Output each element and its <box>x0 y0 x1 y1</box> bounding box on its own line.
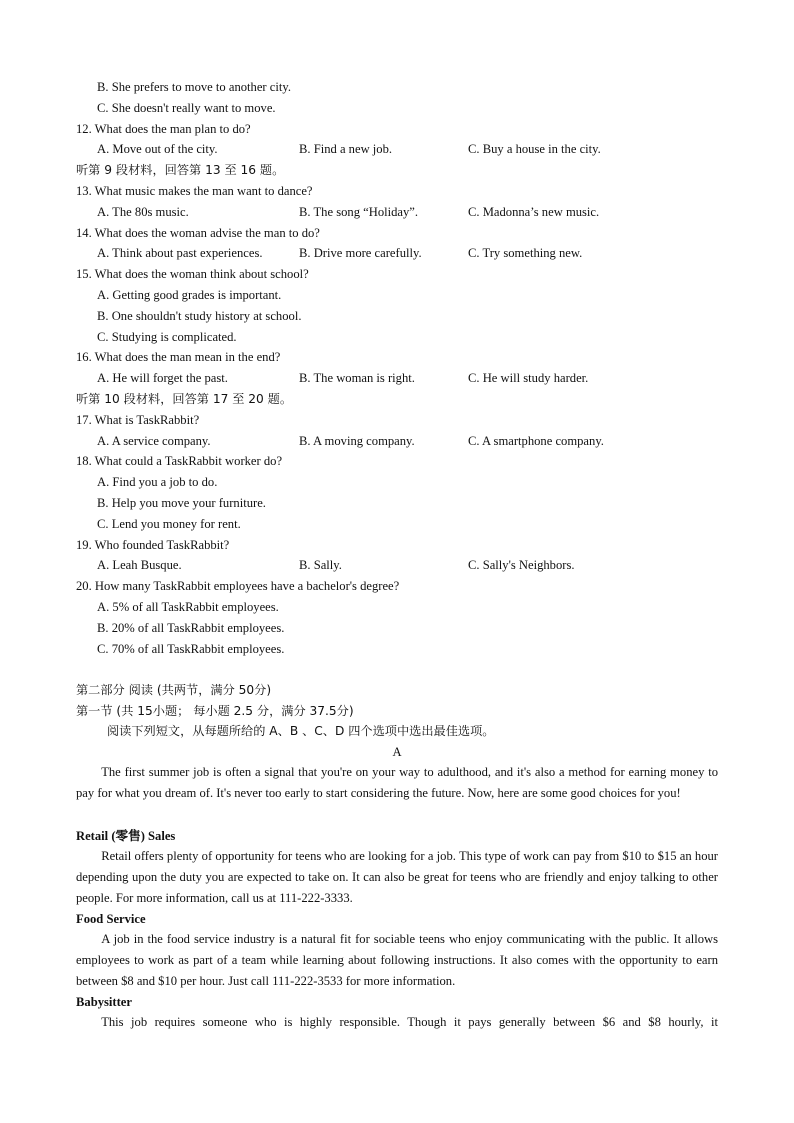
q13-option-a: A. The 80s music. <box>97 205 189 219</box>
q16-option-b: B. The woman is right. <box>299 371 415 385</box>
q13-stem: 13. What music makes the man want to dance? <box>76 184 313 198</box>
job-text-babysitter: This job requires someone who is highly responsible. Though it pays generally between $6 and $8 hourly, it <box>101 1015 718 1029</box>
q11-option-b: B. She prefers to move to another city. <box>97 80 291 94</box>
part-two-title: 第二部分 阅读 (共两节，满分 50分) <box>76 683 272 697</box>
q15-stem: 15. What does the woman think about school? <box>76 267 309 281</box>
q19-option-a: A. Leah Busque. <box>97 558 182 572</box>
q12-option-c: C. Buy a house in the city. <box>468 142 601 156</box>
q14-stem: 14. What does the woman advise the man to do? <box>76 226 320 240</box>
q11-option-c: C. She doesn't really want to move. <box>97 101 276 115</box>
job-title-food-service: Food Service <box>76 912 146 926</box>
job-title-retail: Retail (零售) Sales <box>76 829 176 843</box>
q17-option-c: C. A smartphone company. <box>468 434 604 448</box>
q20-option-a: A. 5% of all TaskRabbit employees. <box>97 600 279 614</box>
q14-option-a: A. Think about past experiences. <box>97 246 263 260</box>
section-one-title: 第一节 (共 15小题； 每小题 2.5 分，满分 37.5分) <box>76 704 354 718</box>
q12-stem: 12. What does the man plan to do? <box>76 122 251 136</box>
q17-option-b: B. A moving company. <box>299 434 415 448</box>
passage-intro: The first summer job is often a signal that you're on your way to adulthood, and it's also a method for earning money to pay for what you dream of. It's never too early to start considering the future. Now, here are some good choices for you! <box>76 765 718 800</box>
q14-option-c: C. Try something new. <box>468 246 583 260</box>
q17-stem: 17. What is TaskRabbit? <box>76 413 200 427</box>
q16-option-a: A. He will forget the past. <box>97 371 228 385</box>
job-text-retail: Retail offers plenty of opportunity for teens who are looking for a job. This type of work can pay from $10 to $15 an hour depending upon the duty you are expected to take on. It can also be great for teens who are friendly and enjoy talking to other people. For more information, call us at 111-222-3333. <box>76 849 718 905</box>
q17-option-a: A. A service company. <box>97 434 211 448</box>
segment-9-instruction: 听第 9 段材料，回答第 13 至 16 题。 <box>76 163 285 177</box>
passage-label: A <box>392 745 402 759</box>
q15-option-b: B. One shouldn't study history at school. <box>97 309 302 323</box>
q15-option-a: A. Getting good grades is important. <box>97 288 282 302</box>
q18-stem: 18. What could a TaskRabbit worker do? <box>76 454 283 468</box>
job-text-food-service: A job in the food service industry is a natural fit for sociable teens who enjoy communicating with the public. It allows employees to work as part of a team while learning about following instructions. It also comes with the opportunity to earn between $8 and $10 per hour. Just call 111-222-3533 for more information. <box>76 932 718 988</box>
q18-option-a: A. Find you a job to do. <box>97 475 218 489</box>
q14-option-b: B. Drive more carefully. <box>299 246 422 260</box>
q18-option-c: C. Lend you money for rent. <box>97 517 241 531</box>
q19-option-b: B. Sally. <box>299 558 342 572</box>
job-title-babysitter: Babysitter <box>76 995 132 1009</box>
q19-stem: 19. Who founded TaskRabbit? <box>76 538 230 552</box>
q18-option-b: B. Help you move your furniture. <box>97 496 266 510</box>
q16-stem: 16. What does the man mean in the end? <box>76 350 281 364</box>
q19-option-c: C. Sally's Neighbors. <box>468 558 575 572</box>
q12-option-a: A. Move out of the city. <box>97 142 218 156</box>
segment-10-instruction: 听第 10 段材料，回答第 17 至 20 题。 <box>76 392 293 406</box>
q20-option-c: C. 70% of all TaskRabbit employees. <box>97 642 285 656</box>
q13-option-b: B. The song “Holiday”. <box>299 205 419 219</box>
q12-option-b: B. Find a new job. <box>299 142 393 156</box>
q20-option-b: B. 20% of all TaskRabbit employees. <box>97 621 285 635</box>
reading-instruction: 阅读下列短文，从每题所给的 A、B 、C、D 四个选项中选出最佳选项。 <box>107 724 495 738</box>
q20-stem: 20. How many TaskRabbit employees have a bachelor's degree? <box>76 579 400 593</box>
q15-option-c: C. Studying is complicated. <box>97 330 237 344</box>
q13-option-c: C. Madonna’s new music. <box>468 205 600 219</box>
q16-option-c: C. He will study harder. <box>468 371 589 385</box>
